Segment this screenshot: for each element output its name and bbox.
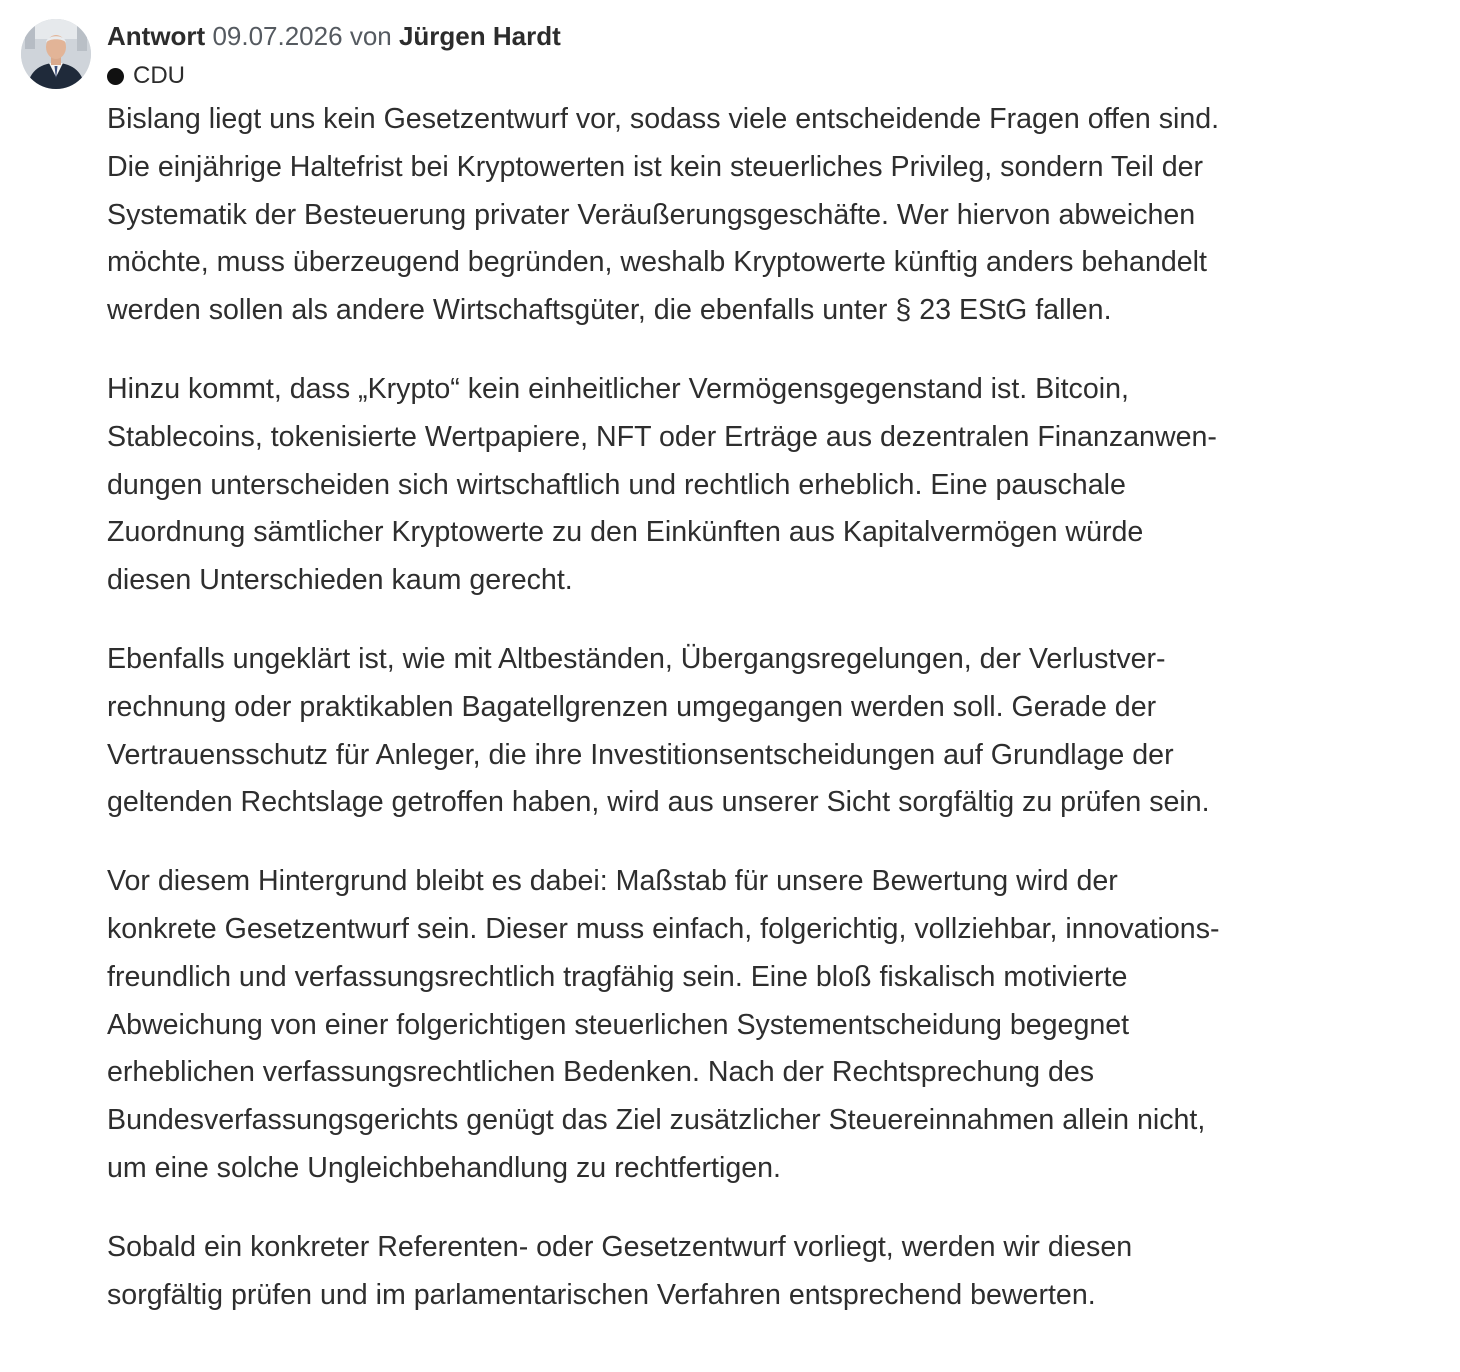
text-line: um eine solche Ungleichbehandlung zu rechtfertigen. (107, 1151, 781, 1184)
text-line: werden sollen als andere Wirtschaftsgüter, die ebenfalls unter § 23 EStG fallen. (107, 294, 1112, 327)
answer-paragraph (107, 636, 1447, 827)
party-name: CDU (133, 62, 185, 89)
author-name[interactable]: Jürgen Hardt (398, 21, 561, 51)
answer-date: 09.07.2026 (212, 21, 343, 51)
answer-by: von (349, 21, 392, 51)
answer-paragraph (107, 858, 1447, 1193)
avatar[interactable] (21, 19, 91, 89)
text-line: Die einjährige Haltefrist bei Kryptowerten ist kein steuerliches Privileg, sondern Teil der (107, 150, 1204, 183)
text-line: Hinzu kommt, dass „Krypto“ kein einheitlicher Vermögensgegenstand ist. Bitcoin, (107, 372, 1129, 405)
text-line: freundlich und verfassungsrechtlich tragfähig sein. Eine bloß fiskalisch motivierte (107, 960, 1128, 993)
text-line: Abweichung von einer folgerichtigen steuerlichen Systementscheidung begegnet (107, 1008, 1130, 1041)
text-line: Stablecoins, tokenisierte Wertpapiere, NFT oder Erträge aus dezentralen Finanzanwen- (107, 420, 1217, 453)
text-line: erheblichen verfassungsrechtlichen Bedenken. Nach der Rechtsprechung des (107, 1056, 1095, 1089)
answer-label: Antwort (107, 21, 206, 51)
text-line: Ebenfalls ungeklärt ist, wie mit Altbeständen, Übergangsregelungen, der Verlustver- (107, 642, 1166, 675)
person-portrait-icon (21, 19, 91, 89)
party-badge (107, 59, 185, 93)
text-line: diesen Unterschieden kaum gerecht. (107, 564, 573, 597)
text-line: Vor diesem Hintergrund bleibt es dabei: Maßstab für unsere Bewertung wird der (107, 865, 1118, 898)
text-line: Systematik der Besteuerung privater Veräußerungsgeschäfte. Wer hiervon abweichen (107, 198, 1196, 231)
text-line: dungen unterscheiden sich wirtschaftlich und rechtlich erheblich. Eine pauschale (107, 468, 1126, 501)
party-dot-icon (107, 68, 124, 85)
text-line: Bundesverfassungsgerichts genügt das Ziel zusätzlicher Steuereinnahmen allein nicht, (107, 1104, 1206, 1137)
text-line: geltenden Rechtslage getroffen haben, wird aus unserer Sicht sorgfältig zu prüfen sein. (107, 786, 1210, 819)
text-line: sorgfältig prüfen und im parlamentarischen Verfahren entsprechend bewerten. (107, 1278, 1096, 1311)
answer-body (107, 96, 1447, 1350)
text-line: Sobald ein konkreter Referenten- oder Gesetzentwurf vorliegt, werden wir diesen (107, 1230, 1133, 1263)
text-line: rechnung oder praktikablen Bagatellgrenzen umgegangen werden soll. Gerade der (107, 690, 1157, 723)
answer-paragraph (107, 96, 1447, 335)
text-line: Vertrauensschutz für Anleger, die ihre Investitionsentscheidungen auf Grundlage der (107, 738, 1174, 771)
answer-meta (107, 18, 561, 54)
answer-paragraph (107, 1224, 1447, 1320)
text-line: konkrete Gesetzentwurf sein. Dieser muss einfach, folgerichtig, vollziehbar, innovations- (107, 912, 1220, 945)
text-line: Zuordnung sämtlicher Kryptowerte zu den Einkünften aus Kapitalvermögen würde (107, 516, 1144, 549)
text-line: möchte, muss überzeugend begründen, weshalb Kryptowerte künftig anders behandelt (107, 246, 1207, 279)
text-line: Bislang liegt uns kein Gesetzentwurf vor, sodass viele entscheidende Fragen offen sind. (107, 103, 1220, 135)
answer-paragraph (107, 366, 1447, 605)
